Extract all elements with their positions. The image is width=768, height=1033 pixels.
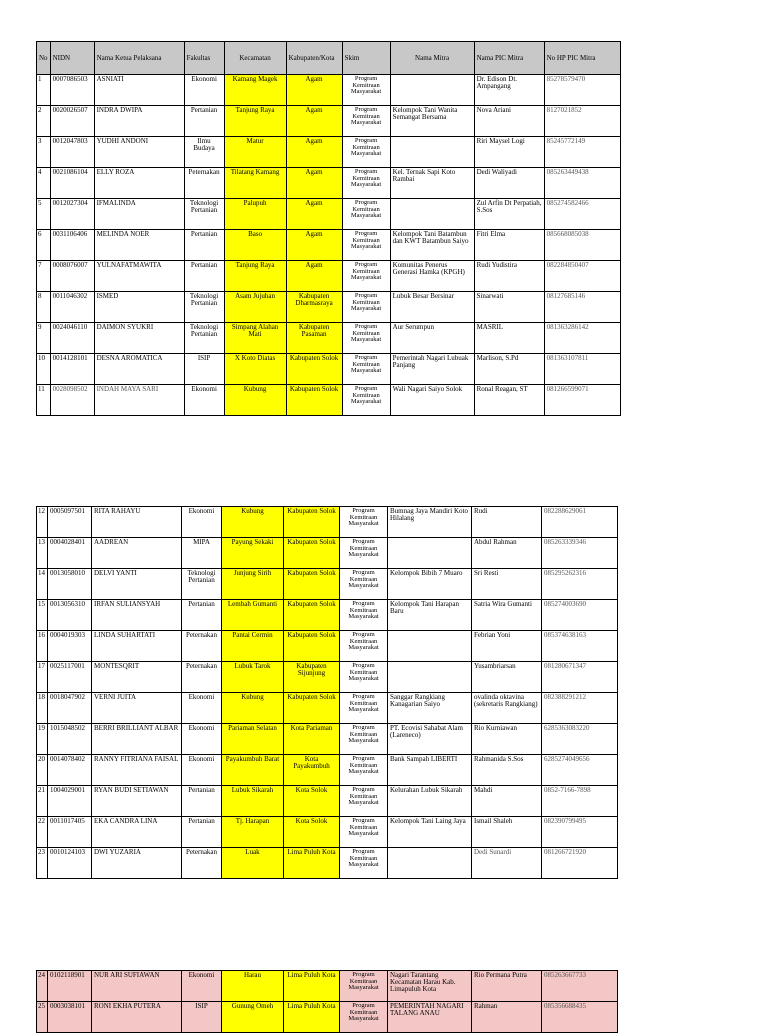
table-row (37, 600, 618, 631)
row-skim: Program Kemitraan Masyarakat (340, 724, 388, 755)
row-skim: Program Kemitraan Masyarakat (340, 755, 388, 786)
row-pic: Dr. Edison Dt. Ampangang (474, 75, 544, 106)
row-no: 10 (37, 354, 51, 385)
row-mitra: Komunitas Penerus Generasi Hamka (KPGH) (390, 261, 474, 292)
row-nidn: 0004019303 (48, 631, 92, 662)
row-fakultas: Peternakan (182, 662, 222, 693)
row-kecamatan: Payung Sekaki (222, 538, 284, 569)
row-hp: 085263339346 (542, 538, 618, 569)
row-kecamatan: Asam Jujuhan (224, 292, 286, 323)
row-kecamatan: Baso (224, 230, 286, 261)
row-kecamatan: Tanjung Raya (224, 106, 286, 137)
row-mitra (388, 538, 472, 569)
header-row (37, 42, 621, 75)
row-kecamatan: Lubuk Sikarah (222, 786, 284, 817)
header-mitra: Nama Mitra (390, 42, 474, 75)
row-skim: Program Kemitraan Masyarakat (340, 848, 388, 879)
row-pic: Nova Ariani (474, 106, 544, 137)
header-hp: No HP PIC Mitra (544, 42, 620, 75)
row-fakultas: Pertanian (182, 600, 222, 631)
row-fakultas: Teknologi Pertanian (184, 292, 224, 323)
row-nidn: 0028098502 (50, 385, 94, 416)
row-no: 7 (37, 261, 51, 292)
row-nama: NUR ARI SUFIAWAN (92, 971, 182, 1002)
row-no: 3 (37, 137, 51, 168)
row-nama: YUDHI ANDONI (94, 137, 184, 168)
row-kecamatan: Gunung Omeh (222, 1002, 284, 1033)
row-skim: Program Kemitraan Masyarakat (342, 261, 390, 292)
row-nidn: 0013056310 (48, 600, 92, 631)
row-pic: Ronal Reagan, ST (474, 385, 544, 416)
row-nama: BERRI BRILLIANT ALBAR (92, 724, 182, 755)
row-pic: Dedi Waliyadi (474, 168, 544, 199)
row-nidn: 1004029001 (48, 786, 92, 817)
row-kabupaten: Agam (286, 168, 342, 199)
table-row (37, 1002, 618, 1033)
row-nidn: 0014078402 (48, 755, 92, 786)
row-mitra: Kelompok Tani Harapan Baru (388, 600, 472, 631)
row-fakultas: Ilmu Budaya (184, 137, 224, 168)
row-pic: ovalinda oktavina (sekretaris Rangkiang) (472, 693, 542, 724)
row-mitra (390, 199, 474, 230)
table-row (37, 323, 621, 354)
row-nama: DAIMON SYUKRI (94, 323, 184, 354)
row-mitra (388, 848, 472, 879)
table-body-1 (37, 75, 621, 416)
row-nidn: 0025117001 (48, 662, 92, 693)
header-no: No (37, 42, 51, 75)
row-no: 12 (37, 507, 48, 538)
row-mitra: Kel. Ternak Sapi Koto Rambai (390, 168, 474, 199)
row-mitra (388, 631, 472, 662)
header-nama: Nama Ketua Pelaksana (94, 42, 184, 75)
row-hp: 8127021852 (544, 106, 620, 137)
header-kabupaten: Kabupaten/Kota (286, 42, 342, 75)
table-row (37, 786, 618, 817)
row-skim: Program Kemitraan Masyarakat (340, 817, 388, 848)
row-nama: RONI EKHA PUTERA (92, 1002, 182, 1033)
row-hp: 085374638163 (542, 631, 618, 662)
row-kecamatan: Tj. Harapan (222, 817, 284, 848)
row-fakultas: Pertanian (182, 817, 222, 848)
row-nama: MELINDA NOER (94, 230, 184, 261)
row-hp: 081266721920 (542, 848, 618, 879)
row-no: 1 (37, 75, 51, 106)
row-no: 17 (37, 662, 48, 693)
row-no: 18 (37, 693, 48, 724)
row-kabupaten: Lima Puluh Kota (284, 971, 340, 1002)
row-fakultas: Teknologi Pertanian (182, 569, 222, 600)
table-row (37, 817, 618, 848)
row-fakultas: Ekonomi (182, 507, 222, 538)
row-mitra: Kelurahan Lubuk Sikarah (388, 786, 472, 817)
row-nidn: 0020026507 (50, 106, 94, 137)
row-kabupaten: Lima Puluh Kota (284, 1002, 340, 1033)
row-nidn: 0010124103 (48, 848, 92, 879)
row-no: 16 (37, 631, 48, 662)
row-hp: 085356688435 (542, 1002, 618, 1033)
table-row (37, 507, 618, 538)
row-pic: MASRIL (474, 323, 544, 354)
row-kabupaten: Kabupaten Solok (284, 693, 340, 724)
row-kabupaten: Kabupaten Solok (286, 354, 342, 385)
row-pic: Rudi Yudistira (474, 261, 544, 292)
table-row (37, 354, 621, 385)
row-pic: Rudi (472, 507, 542, 538)
table-row (37, 261, 621, 292)
table-row (37, 755, 618, 786)
row-nidn: 0012047803 (50, 137, 94, 168)
row-kabupaten: Kota Payakumbuh (284, 755, 340, 786)
row-fakultas: Teknologi Pertanian (184, 323, 224, 354)
table-row (37, 569, 618, 600)
row-nidn: 0012027304 (50, 199, 94, 230)
row-mitra: Lubuk Besar Bersinar (390, 292, 474, 323)
row-no: 4 (37, 168, 51, 199)
row-nama: RANNY FITRIANA FAISAL (92, 755, 182, 786)
row-pic: Yusambriarsan (472, 662, 542, 693)
row-no: 5 (37, 199, 51, 230)
row-nama: AADREAN (92, 538, 182, 569)
table-row (37, 538, 618, 569)
row-fakultas: Ekonomi (184, 385, 224, 416)
row-no: 20 (37, 755, 48, 786)
row-no: 22 (37, 817, 48, 848)
row-fakultas: Peternakan (182, 631, 222, 662)
row-nidn: 0018047902 (48, 693, 92, 724)
row-no: 6 (37, 230, 51, 261)
row-kabupaten: Kabupaten Solok (284, 631, 340, 662)
row-nama: ASNIATI (94, 75, 184, 106)
row-mitra: Pemerintah Nagari Lubuak Panjang (390, 354, 474, 385)
row-nidn: 0021086104 (50, 168, 94, 199)
row-nidn: 0004028401 (48, 538, 92, 569)
row-pic: Sri Resti (472, 569, 542, 600)
row-nama: INDRA DWIPA (94, 106, 184, 137)
row-skim: Program Kemitraan Masyarakat (342, 354, 390, 385)
row-skim: Program Kemitraan Masyarakat (342, 106, 390, 137)
row-mitra: Kelompok Tani Laing Jaya (388, 817, 472, 848)
row-skim: Program Kemitraan Masyarakat (342, 199, 390, 230)
row-hp: 085274582466 (544, 199, 620, 230)
row-pic: Rahmanida S.Sos (472, 755, 542, 786)
row-no: 2 (37, 106, 51, 137)
row-hp: 081280671347 (542, 662, 618, 693)
row-hp: 085263667733 (542, 971, 618, 1002)
row-no: 23 (37, 848, 48, 879)
row-pic: Abdul Rahman (472, 538, 542, 569)
row-kecamatan: Luak (222, 848, 284, 879)
row-hp: 085274003690 (542, 600, 618, 631)
table-row (37, 137, 621, 168)
table-row (37, 292, 621, 323)
row-kabupaten: Kabupaten Sijunjung (284, 662, 340, 693)
row-fakultas: Pertanian (184, 230, 224, 261)
row-hp: 6285363083220 (542, 724, 618, 755)
row-nidn: 0013058010 (48, 569, 92, 600)
row-nidn: 0007086503 (50, 75, 94, 106)
table-block-2 (36, 506, 618, 879)
row-mitra: Bumnag Jaya Mandiri Koto Hilalang (388, 507, 472, 538)
row-kecamatan: Simpang Alahan Mati (224, 323, 286, 354)
row-nama: YULNAFATMAWITA (94, 261, 184, 292)
row-kabupaten: Agam (286, 199, 342, 230)
header-fakultas: Fakultas (184, 42, 224, 75)
table-row (37, 168, 621, 199)
row-hp: 85278579470 (544, 75, 620, 106)
row-skim: Program Kemitraan Masyarakat (340, 786, 388, 817)
row-kecamatan: Kubung (222, 693, 284, 724)
row-kecamatan: X Koto Diatas (224, 354, 286, 385)
row-pic: Fitri Elma (474, 230, 544, 261)
row-hp: 085263449438 (544, 168, 620, 199)
row-nama: DWI YUZARIA (92, 848, 182, 879)
row-fakultas: Ekonomi (184, 75, 224, 106)
row-pic: Ismail Shaleh (472, 817, 542, 848)
row-nama: ELLY ROZA (94, 168, 184, 199)
row-fakultas: ISIP (182, 1002, 222, 1033)
row-nama: LINDA SUHARTATI (92, 631, 182, 662)
header-pic: Nama PIC Mitra (474, 42, 544, 75)
row-kecamatan: Kubung (224, 385, 286, 416)
row-pic: Mahdi (472, 786, 542, 817)
row-no: 21 (37, 786, 48, 817)
row-skim: Program Kemitraan Masyarakat (342, 168, 390, 199)
row-mitra (390, 75, 474, 106)
row-nidn: 0011017405 (48, 817, 92, 848)
row-skim: Program Kemitraan Masyarakat (340, 662, 388, 693)
row-mitra: Kelompok Tani Batambun dan KWT Batambun Saiyo (390, 230, 474, 261)
row-nama: IFMALINDA (94, 199, 184, 230)
row-kecamatan: Harau (222, 971, 284, 1002)
row-kabupaten: Agam (286, 106, 342, 137)
table-row (37, 971, 618, 1002)
row-hp: 085295262316 (542, 569, 618, 600)
row-hp: 081266599071 (544, 385, 620, 416)
row-skim: Program Kemitraan Masyarakat (340, 600, 388, 631)
row-nidn: 0024046110 (50, 323, 94, 354)
row-nama: DESNA AROMATICA (94, 354, 184, 385)
row-no: 11 (37, 385, 51, 416)
row-kabupaten: Lima Puluh Kota (284, 848, 340, 879)
row-skim: Program Kemitraan Masyarakat (342, 323, 390, 354)
row-kecamatan: Kubung (222, 507, 284, 538)
table-row (37, 848, 618, 879)
row-kecamatan: Lembah Gumanti (222, 600, 284, 631)
row-nama: VERNI JUITA (92, 693, 182, 724)
row-hp: 08127685146 (544, 292, 620, 323)
table-row (37, 662, 618, 693)
row-nidn: 0102118901 (48, 971, 92, 1002)
header-nidn: NIDN (50, 42, 94, 75)
row-hp: 0852-7166-7898 (542, 786, 618, 817)
row-skim: Program Kemitraan Masyarakat (342, 75, 390, 106)
row-hp: 85245772149 (544, 137, 620, 168)
row-kecamatan: Payakumbuh Barat (222, 755, 284, 786)
row-hp: 082284850407 (544, 261, 620, 292)
row-no: 19 (37, 724, 48, 755)
row-fakultas: Pertanian (184, 261, 224, 292)
row-pic: Rio Kurniawan (472, 724, 542, 755)
row-kecamatan: Pariaman Selatan (222, 724, 284, 755)
row-nidn: 0003038101 (48, 1002, 92, 1033)
table-body-2 (37, 507, 618, 879)
row-pic: Marlison, S.Pd (474, 354, 544, 385)
row-fakultas: Pertanian (184, 106, 224, 137)
row-kabupaten: Kabupaten Pasaman (286, 323, 342, 354)
row-mitra: Sanggar Rangkiang Kanagarian Saiyo (388, 693, 472, 724)
row-no: 25 (37, 1002, 48, 1033)
table-row (37, 631, 618, 662)
row-mitra: Kelompok Bibih 7 Muaro (388, 569, 472, 600)
row-hp: 085668085038 (544, 230, 620, 261)
table-row (37, 75, 621, 106)
row-skim: Program Kemitraan Masyarakat (340, 507, 388, 538)
row-hp: 081363286142 (544, 323, 620, 354)
row-skim: Program Kemitraan Masyarakat (340, 693, 388, 724)
row-mitra: Aur Serumpun (390, 323, 474, 354)
row-nama: INDAH MAYA SARI (94, 385, 184, 416)
row-mitra (388, 662, 472, 693)
row-skim: Program Kemitraan Masyarakat (340, 538, 388, 569)
row-fakultas: Teknologi Pertanian (184, 199, 224, 230)
row-fakultas: Ekonomi (182, 755, 222, 786)
row-no: 8 (37, 292, 51, 323)
row-nama: EKA CANDRA LINA (92, 817, 182, 848)
table-body-3 (37, 971, 618, 1033)
row-mitra: Kelompok Tani Wanita Semangat Bersama (390, 106, 474, 137)
row-kecamatan: Tanjung Raya (224, 261, 286, 292)
row-nama: MONTESQRIT (92, 662, 182, 693)
row-kecamatan: Tilatang Kamang (224, 168, 286, 199)
row-mitra: PEMERINTAH NAGARI TALANG ANAU (388, 1002, 472, 1033)
row-fakultas: Pertanian (182, 786, 222, 817)
row-mitra: Nagari Tarantang Kecamatan Harau Kab. Limapuluh Kota (388, 971, 472, 1002)
row-pic: Riri Maysel Logi (474, 137, 544, 168)
row-kabupaten: Kabupaten Solok (284, 600, 340, 631)
row-hp: 6285274049656 (542, 755, 618, 786)
row-hp: 081363107811 (544, 354, 620, 385)
row-hp: 082390799495 (542, 817, 618, 848)
row-hp: 082288629061 (542, 507, 618, 538)
row-kecamatan: Palupuh (224, 199, 286, 230)
row-fakultas: Ekonomi (182, 693, 222, 724)
row-fakultas: ISIP (184, 354, 224, 385)
table-row (37, 385, 621, 416)
header-skim: Skim (342, 42, 390, 75)
row-kecamatan: Matur (224, 137, 286, 168)
row-nidn: 0008076007 (50, 261, 94, 292)
row-nidn: 0031106406 (50, 230, 94, 261)
row-no: 14 (37, 569, 48, 600)
row-skim: Program Kemitraan Masyarakat (342, 230, 390, 261)
row-mitra: Bank Sampah LIBERTI (388, 755, 472, 786)
row-fakultas: Peternakan (184, 168, 224, 199)
row-pic: Febrian Yoni (472, 631, 542, 662)
table-row (37, 230, 621, 261)
row-nidn: 1015048502 (48, 724, 92, 755)
row-mitra: Wali Nagari Saiyo Solok (390, 385, 474, 416)
row-hp: 082388291212 (542, 693, 618, 724)
row-skim: Program Kemitraan Masyarakat (340, 1002, 388, 1033)
row-skim: Program Kemitraan Masyarakat (340, 569, 388, 600)
row-skim: Program Kemitraan Masyarakat (340, 631, 388, 662)
row-pic: Zul Arfin Dt Perpatiah, S.Sos (474, 199, 544, 230)
table-row (37, 724, 618, 755)
row-kabupaten: Agam (286, 137, 342, 168)
row-skim: Program Kemitraan Masyarakat (340, 971, 388, 1002)
row-nama: IRFAN SULIANSYAH (92, 600, 182, 631)
row-no: 15 (37, 600, 48, 631)
row-pic: Dedi Sunardi (472, 848, 542, 879)
table-row (37, 106, 621, 137)
row-kabupaten: Agam (286, 75, 342, 106)
row-nama: RITA RAHAYU (92, 507, 182, 538)
row-no: 9 (37, 323, 51, 354)
table-block-1 (36, 41, 621, 416)
row-kabupaten: Kabupaten Solok (284, 538, 340, 569)
row-no: 13 (37, 538, 48, 569)
row-fakultas: Peternakan (182, 848, 222, 879)
row-kabupaten: Kabupaten Solok (284, 569, 340, 600)
row-pic: Rahman (472, 1002, 542, 1033)
table-row (37, 693, 618, 724)
row-kabupaten: Kabupaten Solok (284, 507, 340, 538)
row-kabupaten: Kota Pariaman (284, 724, 340, 755)
row-kecamatan: Pantai Cermin (222, 631, 284, 662)
row-nama: RYAN BUDI SETIAWAN (92, 786, 182, 817)
row-kabupaten: Agam (286, 261, 342, 292)
row-pic: Satria Wira Gumanti (472, 600, 542, 631)
row-pic: Sinarwati (474, 292, 544, 323)
row-nidn: 0011046302 (50, 292, 94, 323)
table-row (37, 199, 621, 230)
row-nama: ISMED (94, 292, 184, 323)
row-skim: Program Kemitraan Masyarakat (342, 292, 390, 323)
row-nama: DELVI YANTI (92, 569, 182, 600)
row-kabupaten: Kota Solok (284, 817, 340, 848)
row-mitra: PT. Ecovisi Sahabat Alam (Lareneco) (388, 724, 472, 755)
row-no: 24 (37, 971, 48, 1002)
row-fakultas: Ekonomi (182, 971, 222, 1002)
row-pic: Rio Permana Putra (472, 971, 542, 1002)
row-fakultas: MIPA (182, 538, 222, 569)
row-kabupaten: Kabupaten Solok (286, 385, 342, 416)
row-kecamatan: Lubuk Tarok (222, 662, 284, 693)
row-skim: Program Kemitraan Masyarakat (342, 137, 390, 168)
row-nidn: 0005097501 (48, 507, 92, 538)
header-kecamatan: Kecamatan (224, 42, 286, 75)
row-kabupaten: Kota Solok (284, 786, 340, 817)
row-skim: Program Kemitraan Masyarakat (342, 385, 390, 416)
row-kabupaten: Kabupaten Dharmasraya (286, 292, 342, 323)
row-mitra (390, 137, 474, 168)
row-fakultas: Ekonomi (182, 724, 222, 755)
row-nidn: 0014128101 (50, 354, 94, 385)
row-kecamatan: Kamang Magek (224, 75, 286, 106)
row-kabupaten: Agam (286, 230, 342, 261)
row-kecamatan: Junjung Sirih (222, 569, 284, 600)
